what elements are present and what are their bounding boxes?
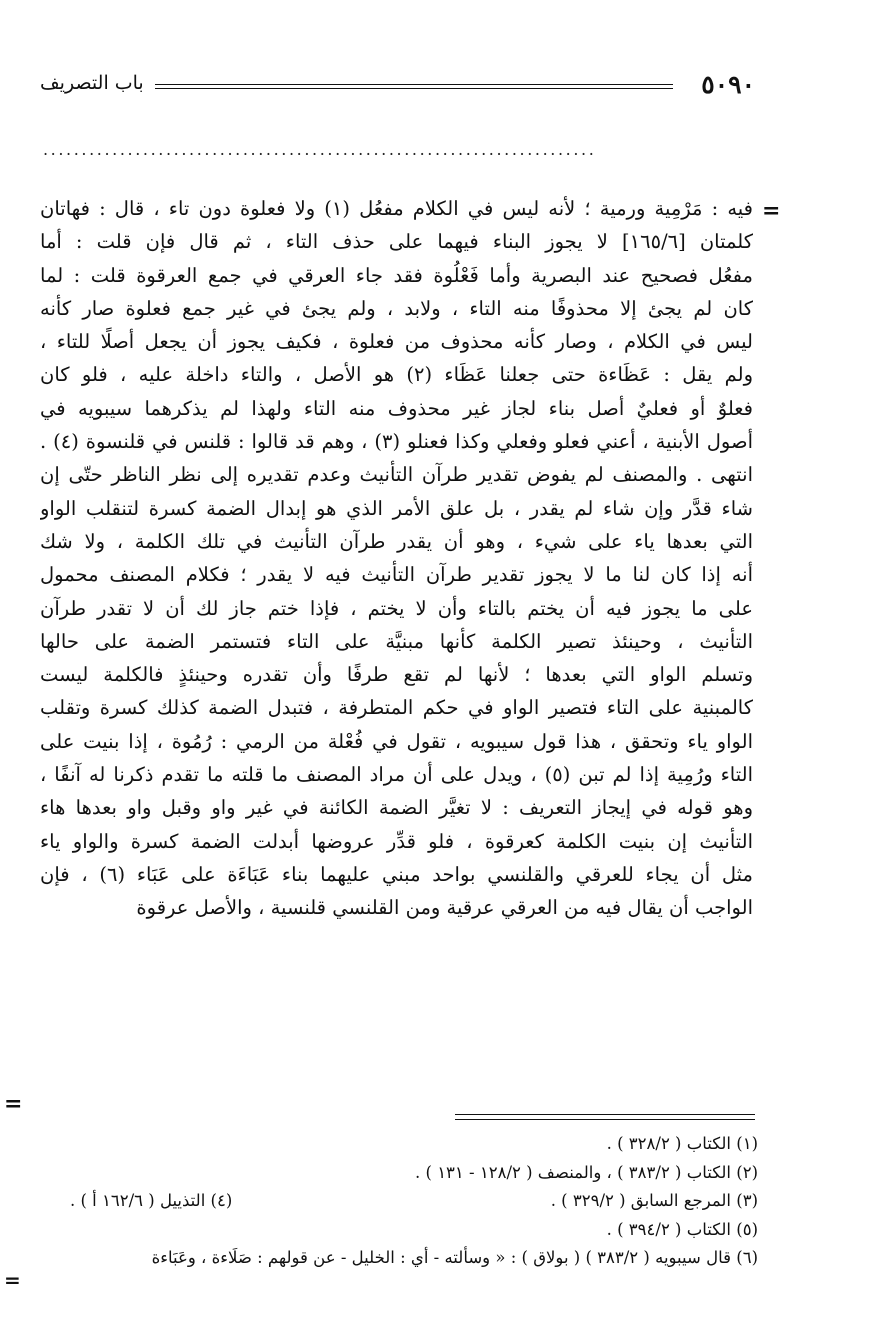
page-number: ٥٠٩٠ bbox=[701, 70, 755, 99]
text-line: ليس في الكلام ، وصار كأنه محذوف من فعلوة ، فكيف يجوز أن يجعل أصلًا للتاء ، bbox=[40, 330, 753, 354]
text-line: كالمبنية على التاء فتصير الواو في حكم المتطرفة ، فتبدل الضمة كذلك كسرة وتقلب bbox=[40, 696, 753, 720]
footnote-1: (١) الكتاب ( ٣٢٨/٢ ) . bbox=[606, 1134, 758, 1153]
text-line: أصول الأبنية ، أعني فعلو وفعلي وكذا فعنلو (٣) ، وهم قد قالوا : قلنس في قلنسوة (٤) . bbox=[40, 430, 753, 454]
main-text bbox=[40, 192, 753, 925]
text-line: التأنيث ، وحينئذ تصير الكلمة كأنها مبنيَّة على التاء فتستمر الضمة على حالها bbox=[40, 629, 753, 653]
text-line: الواجب أن يقال فيه من العرقي عرقية ومن القلنسي قلنسية ، والأصل عرقوة bbox=[136, 896, 753, 920]
chapter-title: باب التصريف bbox=[40, 72, 144, 94]
text-line: على ما يجوز فيه أن يختم بالتاء وأن لا يختم ، فإذا ختم جاز لك أن لا تقدر طرآن bbox=[40, 596, 753, 620]
running-header bbox=[40, 70, 755, 110]
text-line: كلمتان [١٦٥/٦] لا يجوز البناء فيهما على حذف التاء ، ثم قال فإن قلت : أما bbox=[40, 230, 753, 254]
text-line: التأنيث إن بنيت الكلمة كعرقوة ، فلو قدِّر عروضها أبدلت الضمة كسرة والواو ياء bbox=[40, 829, 753, 853]
text-line: التي بعدها ياء على شيء ، وهو أن يقدر طرآن التأنيث في تلك الكلمة ، ولا شك bbox=[40, 529, 753, 553]
text-line: التاء ورُمِية إذا لم تبن (٥) ، ويدل على أن مراد المصنف ما قلته ما تقدم ذكرنا له آنفًا ، bbox=[40, 763, 753, 787]
text-line: ولم يقل : عَظَاءة حتى جعلنا عَظَاء (٢) هو الأصل ، والتاء داخلة عليه ، فلو كان bbox=[40, 363, 753, 387]
footnote-4: (٤) التذييل ( ١٦٢/٦ أ ) . bbox=[70, 1191, 233, 1211]
footnotes bbox=[40, 1130, 758, 1273]
footnote-3: (٣) المرجع السابق ( ٣٢٩/٢ ) . bbox=[550, 1191, 758, 1211]
text-line: انتهى . والمصنف لم يفوض تقدير طرآن التأنيث وعدم تقديره إلى نظر الناظر حتّى إن bbox=[40, 463, 753, 487]
text-line: وهو قوله في إيجاز التعريف : لا تغيَّر الضمة الكائنة في غير واو وقبل واو بعدها هاء bbox=[40, 796, 753, 820]
continuation-mark-footnote: = bbox=[4, 1268, 21, 1292]
footnote-rule bbox=[455, 1114, 755, 1120]
text-line: فيه : مَرْمِية ورمية ؛ لأنه ليس في الكلام مفعُل (١) ولا فعلوة دون تاء ، قال : فهاتان bbox=[40, 197, 753, 220]
text-line: الواو ياء وتحقق ، هذا قول سيبويه ، تقول في فُعْلة من الرمي : رُمُوة ، إذا بنيت على bbox=[40, 729, 753, 753]
text-line: أنه إذا كان لنا ما لا يجوز تقدير طرآن التأنيث فيه لا يقدر ؛ فكلام المصنف محمول bbox=[40, 563, 753, 587]
text-line: كان لم يجئ إلا محذوفًا منه التاء ، ولابد ، ولم يجئ في غير جمع فعلوة صار كأنه bbox=[40, 296, 753, 320]
dotted-separator: ........................................................................ bbox=[43, 140, 597, 159]
text-line: فعلوٌ أو فعليٌ أصل بناء لجاز غير محذوف منه التاء ولهذا لم يذكرهما سيبويه في bbox=[40, 396, 753, 420]
footnote-2: (٢) الكتاب ( ٣٨٣/٢ ) ، والمنصف ( ١٢٨/٢ - ١٣١ ) . bbox=[415, 1162, 758, 1182]
continuation-mark-end: = bbox=[4, 1091, 23, 1117]
text-line: مفعُل فصحيح عند البصرية وأما فَعْلُوة فقد جاء العرقي في جمع العرقوة قلت : لما bbox=[40, 263, 753, 287]
continuation-mark-start: = bbox=[762, 198, 781, 224]
text-line: مثل أن يجاء للعرقي والقلنسي بواحد مبني عليهما بناء عَبَاءَة على عَبَاء (٦) ، فإن bbox=[40, 862, 753, 886]
text-line: وتسلم الواو التي بعدها ؛ لأنها لم تقع طرفًا وأن تقدره وحينئذٍ فالكلمة ليست bbox=[40, 663, 753, 687]
header-rule bbox=[155, 84, 673, 89]
footnote-5: (٥) الكتاب ( ٣٩٤/٢ ) . bbox=[606, 1219, 758, 1239]
text-line: شاء قدَّر وإن شاء لم يقدر ، بل علق الأمر الذي هو إبدال الضمة كسرة لتنقلب الواو bbox=[40, 496, 753, 520]
footnote-6: (٦) قال سيبويه ( ٣٨٣/٢ ) ( بولاق ) : « وسألته - أي : الخليل - عن قولهم : صَلَاءة ، وعَبَاءة bbox=[151, 1248, 758, 1268]
footnote-row-3-4 bbox=[40, 1187, 758, 1216]
